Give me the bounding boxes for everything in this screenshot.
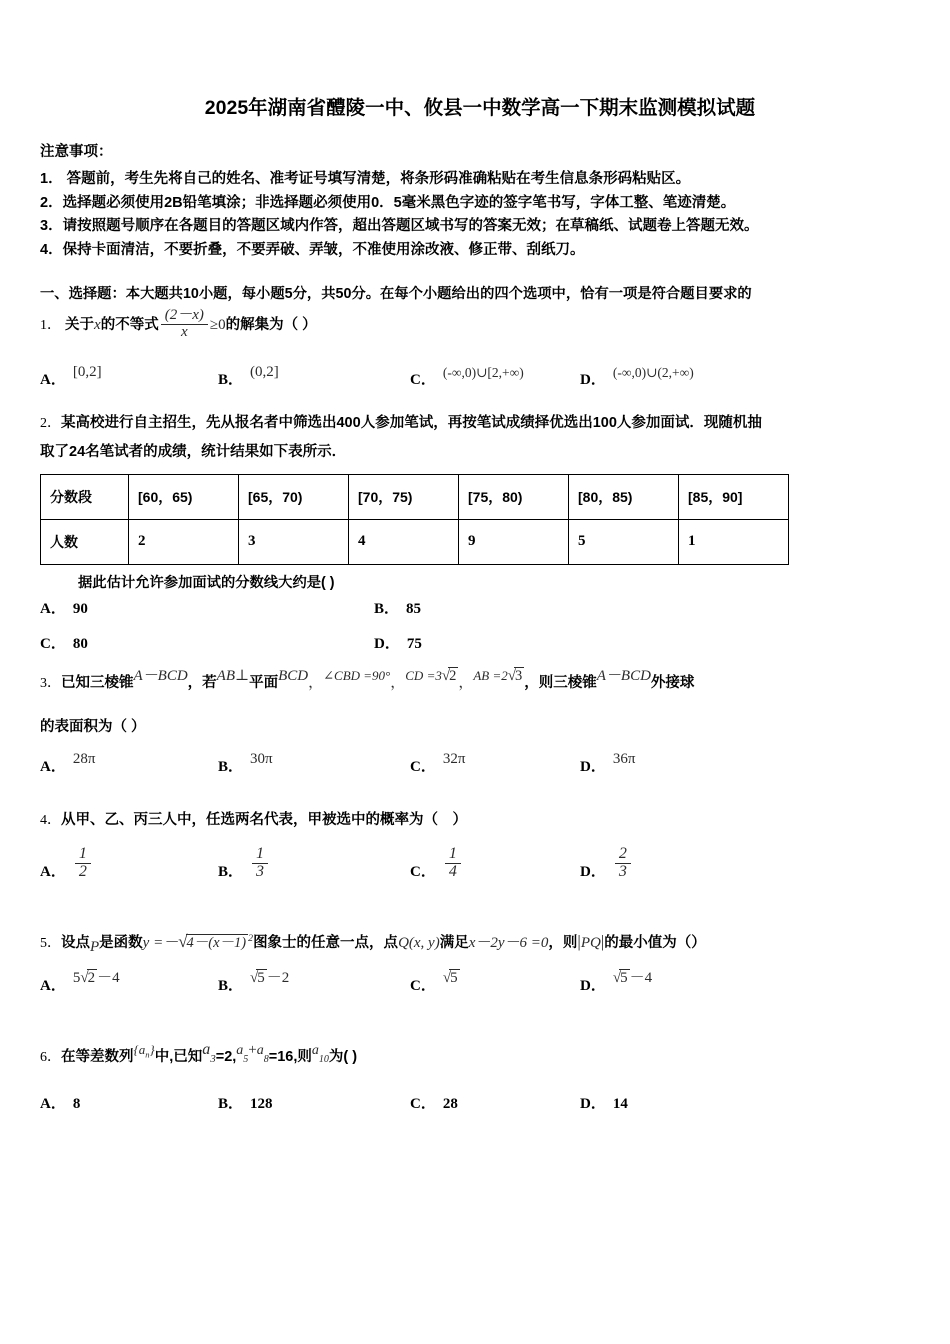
question-3-option-a[interactable] [40,750,218,776]
option-tail: －2 [266,970,290,987]
question-5-text-f: 的最小值为（） [604,934,706,951]
question-3-plane-name: BCD [278,668,309,685]
question-6-text-b: 中,已知 [154,1049,203,1066]
question-6-a5-subscript: 5 [243,1054,249,1066]
question-1-option-c[interactable] [410,365,580,389]
question-3 [40,669,920,741]
question-1-fraction [161,308,208,341]
question-3-text-a: 已知三棱锥 [61,675,134,692]
radical-body: 3 [515,668,523,685]
option-value: 90 [72,601,88,618]
option-label: A． [40,372,66,389]
question-2-sub-prompt: 据此估计允许参加面试的分数线大约是( ) [78,574,335,591]
question-6-a5: a [236,1043,244,1059]
question-6-sequence [133,1042,155,1060]
fraction-numerator: 2 [618,845,627,863]
question-3-cd-label: CD =3 [405,668,442,684]
option-value: 14 [612,1096,628,1113]
option-value: 8 [72,1096,81,1113]
question-4-number: 4． [40,812,61,828]
question-6-a8: a [256,1043,264,1059]
question-3-solid-2: A－BCD [596,668,651,685]
question-5-line-equation: x－2y－6 =0 [468,934,549,951]
option-label: B． [218,372,244,389]
option-value-fraction [75,846,91,881]
question-5-point-p: P [90,938,100,955]
question-5-option-a[interactable] [40,970,218,995]
question-4-options [40,846,920,881]
question-3-stem-line1: 3．已知三棱锥A－BCD，若AB⊥平面BCD，∠CBD =90°，CD =3√2 ，AB =2√3 ，则三棱锥A－BCD外接球 [40,669,920,698]
question-5-stem: 5．设点P是函数y =－√4－(x－1) $^2$图象士的任意一点，点Q(x, y)满足x－2y－6 =0，则|PQ|的最小值为（） [40,925,920,958]
question-1-option-d[interactable] [580,365,694,389]
question-3-text-c: ，则三棱锥 [524,675,597,692]
question-1-stem-post: 的解集为（ ） [225,317,317,333]
question-6-stem [40,1041,920,1072]
question-5-text-a: 设点 [61,934,90,951]
radical-body: 4－(x－1) [186,934,247,951]
question-6-a10: a [311,1043,319,1059]
question-6-options [40,1092,920,1113]
option-tail: －4 [97,970,120,987]
question-2-options-row2 [40,632,920,653]
option-label: B． [218,758,244,775]
option-value [73,966,120,987]
option-value: 36π [612,750,636,767]
question-3-number: 3． [40,676,61,692]
question-1-stem-pre: 关于 [65,317,95,333]
option-value: 128 [250,1096,273,1113]
question-3-option-d[interactable] [580,750,636,776]
option-label: D． [580,978,606,995]
radical-body: 2 [87,970,96,987]
question-5-options [40,970,920,995]
question-4-option-a[interactable] [40,846,218,881]
option-label: B． [218,863,244,880]
question-3-option-b[interactable] [218,750,410,776]
option-tail: －4 [629,970,653,987]
option-value [443,970,460,987]
question-5-option-c[interactable] [410,970,580,995]
notice-item-1: 1． 答题前，考生先将自己的姓名、准考证号填写清楚，将条形码准确粘贴在考生信息条形码粘贴区。 [40,171,691,188]
option-value-fraction [615,846,631,881]
question-4-option-d[interactable] [580,846,633,881]
bin-cell-5: [80，85) [569,474,679,519]
question-1-stem [40,308,920,341]
fraction-numerator: 1 [448,845,457,863]
question-3-cd-radical: √2 [441,668,457,685]
count-cell-5: 5 [569,519,679,564]
bin-cell-2: [65，70) [239,474,349,519]
question-6-option-c[interactable] [410,1092,580,1113]
question-6 [40,1041,920,1072]
radical-body: 2 [449,668,457,685]
option-value: 75 [406,636,422,653]
option-radical: √5 [442,970,458,987]
question-6-a3: a [202,1041,211,1059]
question-1-numerator: (2－x) [164,306,204,323]
option-label: A． [40,601,66,618]
question-5-radical: √4－(x－1) [178,931,247,951]
question-4-stem [40,806,920,834]
question-5-point-q: Q(x, y) [398,934,440,951]
question-1-number: 1． [40,318,61,333]
question-3-ab-label: AB =2 [473,668,508,684]
question-2-number: 2． [40,416,61,432]
fraction-numerator: 1 [78,845,87,863]
question-3-stem-line2: 的表面积为（ ） [40,718,146,735]
option-label: A． [40,978,66,995]
option-label: D． [580,1096,606,1113]
question-1-relation: ≥0 [209,317,226,333]
question-1-options [40,364,920,389]
fraction-denominator: 3 [252,863,268,881]
option-value: (-∞,0)∪[2,+∞) [442,365,524,381]
option-label: A． [40,1096,66,1113]
question-4 [40,806,920,834]
option-value: 85 [406,601,422,618]
sequence-close: } [149,1042,155,1058]
question-3-perp-expr: AB⊥ [216,668,250,685]
question-4-option-c[interactable] [410,846,580,881]
question-5-radical-exponent: 2 [248,933,254,944]
table-row-bins [41,474,789,519]
question-3-ab-radical: √3 [507,668,523,685]
question-3-plane-word: 平面 [249,675,279,692]
option-label: C． [410,372,436,389]
bin-cell-4: [75，80) [459,474,569,519]
question-1-denominator: x [161,324,208,341]
page-title: 2025年湖南省醴陵一中、攸县一中数学高一下期末监测模拟试题 [204,97,756,119]
option-value [613,966,652,987]
notice-heading: 注意事项： [40,144,113,161]
question-2-stem-line1 [40,409,920,437]
option-value-fraction [445,846,461,881]
question-6-option-b[interactable] [218,1092,410,1113]
question-1-variable: x [94,317,101,333]
option-value [250,966,289,987]
option-label: B． [374,601,400,618]
page-content [40,96,920,1113]
option-value: [0,2] [72,364,102,381]
question-1-stem-mid: 的不等式 [100,317,159,333]
option-label: A． [40,758,66,775]
option-label: C． [410,758,436,775]
question-2 [40,409,920,466]
question-2-option-a[interactable] [40,597,374,618]
option-label: C． [410,1096,436,1113]
bin-cell-6: [85，90] [679,474,789,519]
question-4-text: 从甲、乙、丙三人中，任选两名代表，甲被选中的概率为（ ） [61,811,467,828]
question-6-a3-value: =2, [215,1049,237,1066]
option-radical: √5 [612,970,628,987]
count-cell-6: 1 [679,519,789,564]
radical-body: 5 [450,970,458,987]
question-1-option-a[interactable] [40,364,218,389]
question-5 [40,925,920,958]
question-3-solid-1: A－BCD [133,668,188,685]
question-2-option-b[interactable] [374,597,421,618]
row-header-score-range: 分数段 [41,474,129,519]
option-label: D． [580,758,606,775]
sequence-subscript: n [145,1049,150,1060]
question-1 [40,308,920,341]
question-3-text-b: ，若 [187,675,217,692]
count-cell-1: 2 [129,519,239,564]
question-1-option-b[interactable] [218,364,410,389]
count-cell-2: 3 [239,519,349,564]
question-3-options [40,750,920,776]
question-2-option-d[interactable] [374,632,422,653]
question-5-option-b[interactable] [218,970,410,995]
option-label: D． [580,372,606,389]
question-5-segment-pq: PQ [580,934,601,951]
option-label: A． [40,863,66,880]
question-6-a8-subscript: 8 [263,1054,269,1066]
row-header-count: 人数 [41,519,129,564]
radical-body: 5 [257,970,265,987]
question-6-plus-sign: + [248,1042,257,1059]
question-6-number: 6． [40,1050,61,1066]
fraction-denominator: 3 [615,863,631,881]
fraction-denominator: 2 [75,863,91,881]
option-value: 28 [442,1096,458,1113]
option-label: D． [580,863,606,880]
sequence-open: {a [133,1042,146,1058]
question-6-option-a[interactable] [40,1092,218,1113]
section-heading-choice: 一、选择题：本大题共10小题，每小题5分，共50分。在每个小题给出的四个选项中，恰有一项是符合题目要求的 [40,286,752,303]
option-label: C． [40,636,66,653]
question-2-option-c[interactable] [40,632,374,653]
fraction-denominator: 4 [445,863,461,881]
fraction-numerator: 1 [256,845,265,863]
question-4-option-b[interactable] [218,846,410,881]
table-row-counts [41,519,789,564]
score-distribution-table [40,474,789,565]
option-label: C． [410,978,436,995]
question-2-stem-line2: 取了24名笔试者的成绩，统计结果如下表所示． [40,443,347,460]
option-value: 28π [72,750,96,767]
count-cell-4: 9 [459,519,569,564]
notice-item-3: 3．请按照题号顺序在各题目的答题区域内作答，超出答题区域书写的答案无效；在草稿纸、试题卷上答题无效。 [40,218,759,235]
question-5-text-e: ，则 [548,934,578,951]
option-value: (-∞,0)∪(2,+∞) [612,365,694,381]
notice-block [40,142,920,262]
question-6-a8-value: =16,则 [268,1049,312,1066]
option-value: 30π [250,750,273,767]
notice-item-4: 4．保持卡面清洁，不要折叠，不要弄破、弄皱，不准使用涂改液、修正带、刮纸刀。 [40,241,585,258]
question-6-option-d[interactable] [580,1092,628,1113]
question-6-a3-subscript: 3 [210,1053,216,1066]
question-5-text-b: 是函数 [99,934,143,951]
option-value-fraction [252,846,268,881]
option-value: 80 [72,636,88,653]
notice-item-2: 2．选择题必须使用2B铅笔填涂；非选择题必须使用0．5毫米黑色字迹的签字笔书写，字体工整、笔迹清楚。 [40,194,736,211]
question-5-text-c: 图象士的任意一点，点 [253,934,399,951]
option-label: D． [374,636,400,653]
question-2-text-1: 某高校进行自主招生，先从报名者中筛选出400人参加笔试，再按笔试成绩择优选出100人参加面试．现随机抽 [61,415,762,432]
option-lead: 5 [72,970,81,987]
option-value: 32π [442,750,466,767]
bin-cell-1: [60，65) [129,474,239,519]
question-3-angle: ∠CBD =90° [323,668,391,684]
question-3-text-d: 外接球 [650,675,695,692]
option-label: B． [218,1096,244,1113]
question-2-options-row1 [40,597,920,618]
question-5-number: 5． [40,935,61,951]
count-cell-3: 4 [349,519,459,564]
option-label: C． [410,863,436,880]
bin-cell-3: [70，75) [349,474,459,519]
option-radical: √2 [80,970,96,987]
option-label: B． [218,978,244,995]
radical-body: 5 [620,970,628,987]
option-value: (0,2] [250,364,279,381]
option-radical: √5 [250,970,265,987]
question-6-a10-subscript: 10 [318,1054,329,1066]
question-6-text-c: 为( ) [328,1049,358,1066]
question-3-option-c[interactable] [410,750,580,776]
question-5-option-d[interactable] [580,970,653,995]
question-5-text-d: 满足 [439,934,469,951]
question-6-text-a: 在等差数列 [61,1049,134,1066]
question-5-function-lead: y =－ [142,934,179,951]
